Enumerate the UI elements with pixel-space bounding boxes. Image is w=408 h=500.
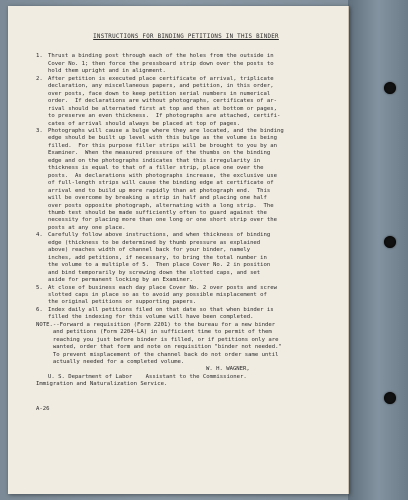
instruction-item [36, 285, 336, 307]
form-number: A-26 [36, 405, 50, 412]
signature-name: W. H. WAGNER, [206, 366, 250, 373]
item-text: Thrust a binding post through each of the holes from the outside in Cover No. 1; then force the pressboard strip down over the posts to hold them upright and in alignment. [48, 53, 274, 75]
item-text: Index daily all petitions filed on that date so that when binder is filled the indexing for this volume will have been completed. [48, 306, 274, 321]
item-number: 6. [36, 306, 43, 313]
item-number: 3. [36, 127, 43, 134]
binder-spine [348, 0, 408, 500]
note-paragraph: NOTE.--Forward a requisition (Form 2201) to the bureau for a new binder and petitions (Form 2204-LA) in sufficient time to permit of them reaching you just before binder is filled, or if petitions only are wanted, order that form and note on requisition "binder not needed." To prevent misplacement of the channel back do not order same until actually needed for a completed volume. [36, 321, 282, 366]
item-text: Carefully follow above instructions, and when thickness of binding edge (thickness to be determined by thumb pressure as explained above) reaches width of channel back for your binder, namely inches, add petitions, if necessary, to bring the total number in the volume to a multiple of 5. Then place Cover No. 2 in position and bind temporarily by screwing down the slotted caps, and set aside for permanent locking by an Examiner. [48, 232, 271, 284]
instruction-item [36, 232, 336, 284]
item-text: At close of business each day place Cover No. 2 over posts and screw slotted caps in place so as to avoid any possible misplacement of the original petitions or supporting papers. [48, 284, 278, 306]
item-number: 1. [36, 53, 43, 60]
signature-department: U. S. Department of Labor Assistant to the Commissioner. [48, 373, 247, 380]
signature-service: Immigration and Naturalization Service. [36, 381, 168, 388]
binder-hole [384, 82, 396, 94]
item-text: After petition is executed place certificate of arrival, triplicate declaration, any miscellaneous papers, and petition, in this order, over posts, face down to keep petition serial numbers in numerical order. If declarations are without photographs, certificates of ar- rival should be alternated first at top and then at bottom or pages, to preserve an even thickness. If photographs are attached, certifi- cates of arrival should always be placed at top of pages. [48, 75, 281, 127]
instruction-item [36, 128, 336, 232]
instruction-item [36, 53, 336, 75]
item-number: 5. [36, 284, 43, 291]
instruction-item [36, 76, 336, 128]
document-title: INSTRUCTIONS FOR BINDING PETITIONS IN THIS BINDER [93, 34, 279, 40]
instruction-item [36, 307, 336, 322]
instruction-sheet [8, 6, 349, 494]
binder-hole [384, 392, 396, 404]
instructions-document [36, 34, 336, 413]
item-number: 2. [36, 75, 43, 82]
item-text: Photographs will cause a bulge where they are located, and the binding edge should be built up level with this bulge as the volume is being filled. For this purpose filler strips will be brought to you by an Examiner. When the measured pressure of the thumbs on the binding edge and on the photographs indicates that this irregularity in thickness is equal to that of a filler strip, place one over the posts. As declarations with photographs increase, the exclusive use of full-length strips will cause the binding edge at certificate of arrival end to build up more rapidly than at photograph end. This will be overcome by breaking a strip in half and placing one half over posts opposite photograph, alternating with a long strip. The thumb test should be made sufficiently often to guard against the necessity for placing more than one long or one short strip over the posts at any one place. [48, 127, 284, 231]
item-number: 4. [36, 232, 43, 239]
binder-hole [384, 236, 396, 248]
